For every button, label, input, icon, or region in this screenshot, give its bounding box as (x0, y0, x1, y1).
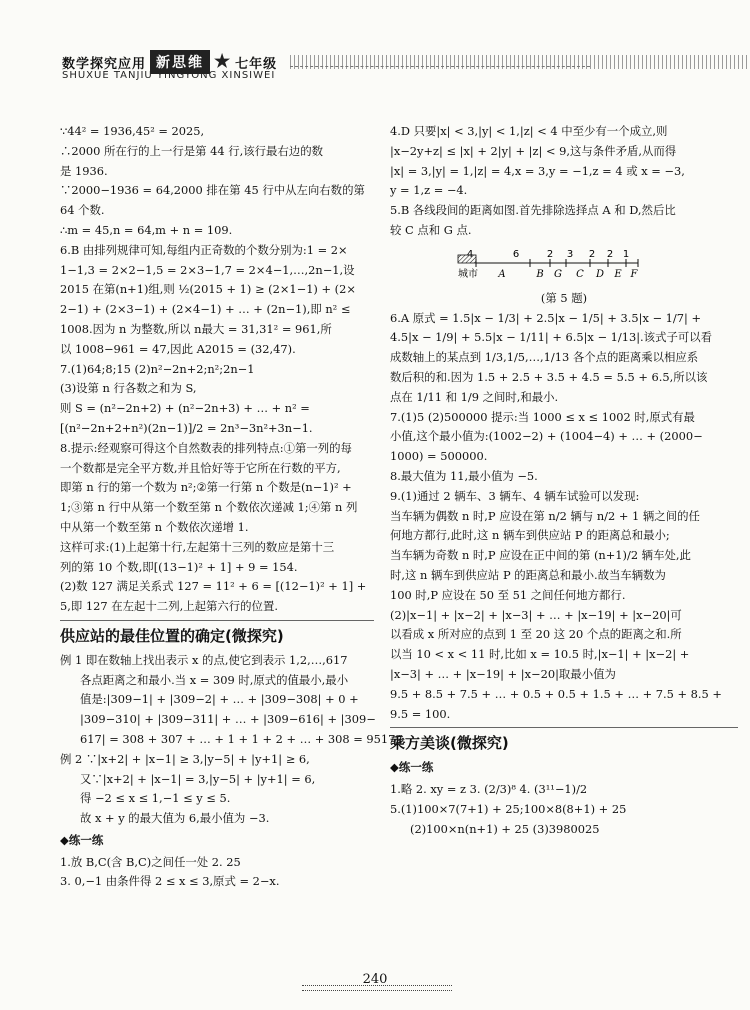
text-line: 一个数都是完全平方数,并且恰好等于它所在行数的平方, (60, 460, 341, 475)
text-line: |x−3| + … + |x−19| + |x−20|取最小值为 (390, 666, 616, 681)
text-line: 列的第 10 个数,即[(13−1)² + 1] + 9 = 154. (60, 559, 298, 574)
figure-caption: (第 5 题) (540, 290, 588, 305)
left-column (60, 122, 407, 892)
text-line: 当车辆为偶数 n 时,P 应设在第 n/2 辆与 n/2 + 1 辆之间的任 (390, 508, 700, 523)
text-line: 点在 1/11 和 1/9 之间时,和最小. (390, 389, 559, 404)
text-line: (2)|x−1| + |x−2| + |x−3| + … + |x−19| + |x−20|可 (390, 607, 682, 622)
text-line: [(n²−2n+2+n²)(2n−1)]/2 = 2n³−3n²+3n−1. (60, 420, 313, 435)
text-line: 值是:|309−1| + |309−2| + … + |309−308| + 0 + (80, 692, 359, 707)
distance-label: 2 (546, 248, 554, 260)
text-line: 4.5|x − 1/9| + 5.5|x − 1/11| + 6.5|x − 1/13|.该式子可以看 (390, 330, 713, 345)
point-label: A (498, 268, 506, 280)
text-line: 又∵|x+2| + |x−1| = 3,|y−5| + |y+1| = 6, (80, 771, 316, 786)
text-line: 7.(1)64;8;15 (2)n²−2n+2;n²;2n−1 (60, 361, 255, 376)
footer-rule (302, 985, 452, 991)
text-line: (3)设第 n 行各数之和为 S, (60, 381, 197, 396)
text-line: 2−1) + (2×3−1) + (2×4−1) + … + (2n−1),即 n² ≤ (60, 302, 351, 317)
text-line: 小值,这个最小值为:(1002−2) + (1004−4) + … + (2000− (390, 429, 703, 444)
text-line: |x| = 3,|y| = 1,|z| = 4,x = 3,y = −1,z = 4 或 x = −3, (390, 163, 685, 178)
text-line: 7.(1)5 (2)500000 提示:当 1000 ≤ x ≤ 1002 时,原式有最 (390, 409, 695, 424)
page-number: 240 (362, 972, 388, 987)
text-line: 9.5 = 100. (390, 706, 451, 721)
text-line: ∴m = 45,n = 64,m + n = 109. (60, 222, 233, 237)
text-line: 以 1008−961 = 47,因此 A2015 = (32,47). (60, 341, 296, 356)
section-divider (390, 727, 738, 728)
text-line: y = 1,z = −4. (390, 183, 468, 198)
distance-label: 2 (606, 248, 614, 260)
text-line: |309−310| + |309−311| + … + |309−616| + |309− (80, 712, 376, 727)
point-label: 城市 (458, 268, 478, 280)
distance-label: 1 (622, 248, 630, 260)
text-line: 5,即 127 在左起十二列,上起第六行的位置. (60, 599, 278, 614)
text-line: 时,这 n 辆车到供应站 P 的距离总和最小.故当车辆数为 (390, 567, 666, 582)
point-label: B (536, 268, 544, 280)
text-line: 例 2 ∵|x+2| + |x−1| ≥ 3,|y−5| + |y+1| ≥ 6, (60, 751, 310, 766)
number-line-svg (390, 245, 738, 285)
text-line: ∵2000−1936 = 64,2000 排在第 45 行中从左向右数的第 (60, 183, 365, 198)
text-line: 故 x + y 的最大值为 6,最小值为 −3. (80, 811, 270, 826)
section-title: 乘方美谈(微探究) (390, 734, 509, 753)
text-line: 5.B 各线段间的距离如图.首先排除选择点 A 和 D,然后比 (390, 203, 676, 218)
point-label: G (554, 268, 562, 280)
brand-box: 新思维 (150, 50, 210, 74)
text-line: 6.A 原式 = 1.5|x − 1/3| + 2.5|x − 1/5| + 3.5|x − 1/7| + (390, 310, 702, 325)
text-line: 较 C 点和 G 点. (390, 222, 472, 237)
text-line: (2)100×n(n+1) + 25 (3)3980025 (410, 821, 600, 836)
section-divider (60, 620, 374, 621)
text-line: 9.(1)通过 2 辆车、3 辆车、4 辆车试验可以发现: (390, 488, 640, 503)
text-line: 各点距离之和最小.当 x = 309 时,原式的值最小,最小 (80, 672, 349, 687)
practice-title: ◆练一练 (390, 760, 434, 775)
text-line: 8.提示:经观察可得这个自然数表的排列特点:①第一列的每 (60, 440, 352, 455)
text-line: 617| = 308 + 307 + … + 1 + 1 + 2 + … + 308 = 95172. (80, 731, 407, 746)
page-header (0, 0, 750, 110)
distance-label: 2 (588, 248, 596, 260)
text-line: 4.D 只要|x| < 3,|y| < 1,|z| < 4 中至少有一个成立,则 (390, 124, 668, 138)
text-line: 3. 0,−1 由条件得 2 ≤ x ≤ 3,原式 = 2−x. (60, 874, 280, 889)
text-line: 9.5 + 8.5 + 7.5 + … + 0.5 + 0.5 + 1.5 + … + 7.5 + 8.5 + (390, 686, 722, 701)
text-line: 1008.因为 n 为整数,所以 n最大 = 31,31² = 961,所 (60, 321, 332, 336)
examples (60, 651, 407, 829)
point-label: E (614, 268, 622, 280)
text-line: 即第 n 行的第一个数为 n²;②第一行第 n 个数是(n−1)² + (60, 480, 352, 495)
text-line: 则 S = (n²−2n+2) + (n²−2n+3) + … + n² = (60, 401, 310, 416)
text-line: ∴2000 所在行的上一行是第 44 行,该行最右边的数 (60, 143, 323, 158)
number-line-figure (390, 245, 738, 285)
distance-label: 3 (566, 248, 574, 260)
text-line: 以看成 x 所对应的点到 1 至 20 这 20 个点的距离之和.所 (390, 627, 682, 642)
text-line: 6.B 由排列规律可知,每组内正奇数的个数分别为:1 = 2× (60, 242, 348, 257)
text-line: 100 时,P 应设在 50 至 51 之间任何地方都行. (390, 587, 626, 602)
text-line: |x−2y+z| ≤ |x| + 2|y| + |z| < 9,这与条件矛盾,从而得 (390, 143, 677, 158)
text-line: 1;③第 n 行中从第一个数至第 n 个数依次递减 1;④第 n 列 (60, 500, 358, 515)
left-answers (60, 122, 374, 617)
section-title: 供应站的最佳位置的确定(微探究) (60, 626, 284, 645)
text-line: 例 1 即在数轴上找出表示 x 的点,使它到表示 1,2,…,617 (60, 652, 348, 667)
text-line: 成数轴上的某点到 1/3,1/5,…,1/13 各个点的距离乘以相应系 (390, 350, 699, 365)
grade-label: 七年级 (235, 56, 278, 72)
text-line: 何地方都行,此时,这 n 辆车到供应站 P 的距离总和最小; (390, 528, 670, 543)
text-line: 2015 在第(n+1)组,则 ½(2015 + 1) ≥ (2×1−1) + (2× (60, 282, 356, 297)
text-line: 1−1,3 = 2×2−1,5 = 2×3−1,7 = 2×4−1,…,2n−1,设 (60, 262, 355, 277)
text-line: 这样可求:(1)上起第十行,左起第十三列的数应是第十三 (60, 539, 335, 554)
right-column (390, 122, 738, 839)
text-line: 中从第一个数至第 n 个数依次递增 1. (60, 519, 249, 534)
text-line: 1.略 2. xy = z 3. (2/3)⁸ 4. (3¹¹−1)/2 (390, 781, 588, 796)
brand-prefix: 数学探究应用 (62, 56, 147, 72)
distance-label: 6 (512, 248, 520, 260)
point-label: D (595, 268, 605, 280)
text-line: 是 1936. (60, 163, 108, 178)
text-line: 数后积的和.因为 1.5 + 2.5 + 3.5 + 4.5 = 5.5 + 6.5,所以该 (390, 369, 708, 384)
text-line: 1.放 B,C(含 B,C)之间任一处 2. 25 (60, 854, 241, 869)
point-label: C (576, 268, 584, 280)
text-line: 5.(1)100×7(7+1) + 25;100×8(8+1) + 25 (390, 801, 627, 816)
star-icon: ★ (214, 51, 232, 72)
text-line: ∵44² = 1936,45² = 2025, (60, 124, 205, 138)
text-line: 以当 10 < x < 11 时,比如 x = 10.5 时,|x−1| + |x−2| + (390, 647, 690, 662)
point-label: F (630, 268, 638, 280)
text-line: 8.最大值为 11,最小值为 −5. (390, 468, 538, 483)
distance-label: 4 (466, 248, 474, 260)
text-line: 当车辆为奇数 n 时,P 应设在正中间的第 (n+1)/2 辆车处,此 (390, 548, 691, 563)
brand-pinyin: SHUXUE TANJIU YINGYONG XINSIWEI (62, 70, 276, 81)
text-line: 得 −2 ≤ x ≤ 1,−1 ≤ y ≤ 5. (80, 791, 231, 806)
text-line: 1000) = 500000. (390, 449, 488, 464)
text-line: 64 个数. (60, 203, 105, 218)
text-line: (2)数 127 满足关系式 127 = 11² + 6 = [(12−1)² + 1] + (60, 579, 367, 594)
header-rule (290, 66, 590, 69)
practice-title: ◆练一练 (60, 832, 104, 847)
